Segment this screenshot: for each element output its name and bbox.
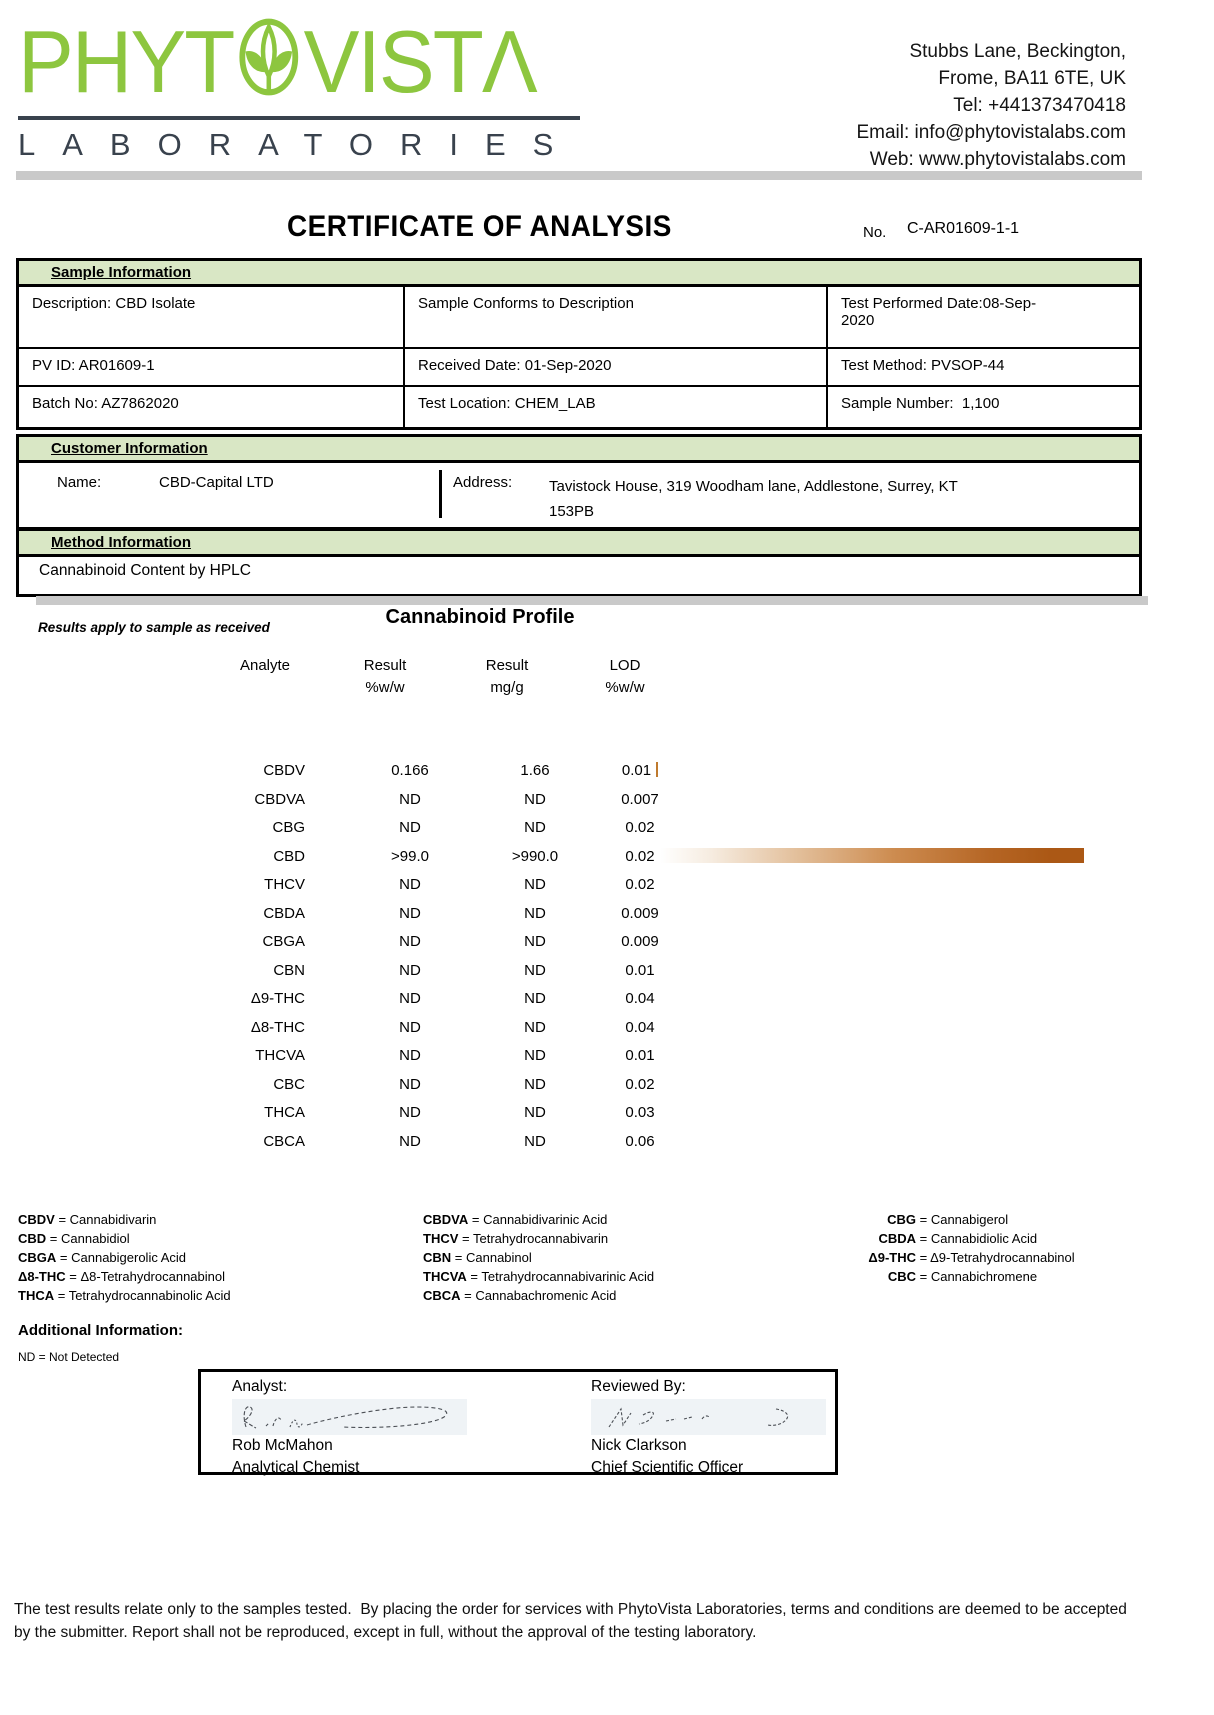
result-pct-value: ND (399, 1132, 421, 1150)
contact-address-line: Frome, BA11 6TE, UK (938, 68, 1126, 89)
customer-address-value: Tavistock House, 319 Woodham lane, Addlestone, Surrey, KT 153PB (549, 478, 958, 520)
lod-value: 0.01 (625, 961, 655, 979)
analyte-name: THCVA (255, 1047, 305, 1064)
legend-item: THCV = Tetrahydrocannabivarin (423, 1231, 609, 1246)
column-header-line: Result (485, 657, 529, 674)
legend-item: CBN = Cannabinol (423, 1250, 532, 1265)
profile-row (0, 843, 1142, 872)
sample-information-section (16, 258, 1142, 430)
result-mgg-value: 1.66 (520, 762, 550, 779)
customer-name-label: Name: (57, 474, 102, 491)
legend-column-2 (423, 1210, 654, 1305)
analyte-name: CBCA (263, 1132, 305, 1150)
profile-row (0, 1042, 1142, 1071)
profile-row (0, 928, 1142, 957)
legend-item: CBGA = Cannabigerolic Acid (18, 1250, 187, 1265)
test-location: Test Location: CHEM_LAB (405, 387, 828, 427)
column-header-result-pct (315, 655, 455, 699)
result-mgg-value: ND (524, 1018, 546, 1036)
vertical-divider (439, 470, 442, 518)
result-pct-value: ND (399, 1104, 421, 1121)
analyte-name: CBGA (262, 933, 305, 950)
result-mgg-value: ND (524, 876, 546, 893)
test-performed-date: Test Performed Date:08-Sep-2020 (828, 287, 1139, 349)
sample-description: Description: CBD Isolate (19, 287, 405, 349)
reviewer-signature (591, 1399, 826, 1435)
legend-item: CBDV = Cannabidivarin (18, 1212, 157, 1227)
method-name: Cannabinoid Content by HPLC (39, 562, 251, 579)
result-mgg-value: ND (524, 1132, 546, 1150)
column-header-line: Result (363, 657, 407, 674)
profile-row (0, 871, 1142, 900)
profile-row (0, 786, 1142, 815)
phytovista-logo (18, 8, 580, 163)
legend-item: CBC = Cannabichromene (887, 1269, 1038, 1284)
analyte-name: CBN (273, 961, 305, 979)
lod-value: 0.03 (625, 1104, 655, 1121)
contact-address-line: Stubbs Lane, Beckington, (909, 41, 1126, 62)
result-pct-value: ND (399, 1018, 421, 1036)
lod-value: 0.02 (625, 876, 655, 893)
pv-id: PV ID: AR01609-1 (19, 349, 405, 387)
column-header-line: mg/g (490, 679, 524, 696)
result-pct-value: ND (399, 990, 421, 1007)
customer-information-section (16, 434, 1142, 530)
result-mgg-value: ND (524, 990, 546, 1007)
analyte-name: CBDA (263, 904, 305, 922)
analyte-name: THCV (264, 876, 305, 893)
column-header-line: %w/w (365, 679, 405, 696)
legend-item: CBD = Cannabidiol (18, 1231, 130, 1246)
analyte-name: CBC (273, 1075, 305, 1093)
legend-item: THCA = Tetrahydrocannabinolic Acid (18, 1288, 231, 1303)
profile-row (0, 757, 1142, 786)
reviewer-name: Nick Clarkson (591, 1437, 687, 1454)
customer-row (19, 463, 1139, 527)
profile-row (0, 1014, 1142, 1043)
column-header-line: %w/w (605, 679, 645, 696)
sample-information-table (19, 287, 1139, 427)
result-pct-value: ND (399, 1047, 421, 1064)
lod-value: 0.04 (625, 1018, 655, 1036)
lod-value: 0.02 (625, 819, 655, 836)
text-cursor (656, 762, 658, 777)
lod-value: 0.06 (625, 1132, 655, 1150)
legend-item: CBDVA = Cannabidivarinic Acid (423, 1212, 608, 1227)
contact-web: Web: www.phytovistalabs.com (869, 149, 1126, 170)
lod-value: 0.01 (560, 757, 720, 786)
result-pct-value: ND (399, 933, 421, 950)
result-mgg-value: ND (524, 819, 546, 836)
result-pct-value: ND (399, 790, 421, 808)
reviewer-title: Chief Scientific Officer (591, 1459, 744, 1476)
certificate-no-value: C-AR01609-1-1 (907, 220, 1020, 237)
method-information-section (16, 528, 1142, 597)
lod-value: 0.007 (621, 790, 659, 808)
legend-item: THCVA = Tetrahydrocannabivarinic Acid (423, 1269, 655, 1284)
result-mgg-value: ND (524, 1104, 546, 1121)
column-header-lod (555, 655, 695, 699)
result-mgg-value: ND (524, 933, 546, 950)
legend-item: CBDA = Cannabidiolic Acid (878, 1231, 1038, 1246)
lod-value: 0.009 (621, 904, 659, 922)
sample-number: Sample Number: 1,100 (841, 395, 1000, 412)
customer-information-header-text: Customer Information (51, 440, 208, 457)
signature-box (198, 1369, 838, 1475)
result-mgg-value: ND (524, 1075, 546, 1093)
result-pct-value: ND (399, 961, 421, 979)
column-header-analyte (195, 655, 335, 677)
analyte-name: CBDV (263, 762, 305, 779)
batch-no: Batch No: AZ7862020 (19, 387, 405, 427)
result-mgg-value: ND (524, 1047, 546, 1064)
analyte-name: Δ8-THC (250, 1018, 305, 1036)
divider-bar-middle (36, 596, 1148, 605)
profile-row (0, 1099, 1142, 1128)
test-method: Test Method: PVSOP-44 (828, 349, 1139, 387)
legend-column-1 (18, 1210, 231, 1305)
method-information-header-text: Method Information (51, 534, 191, 551)
analyst-signature (232, 1399, 467, 1435)
column-header-line: Analyte (239, 657, 291, 674)
disclaimer-text: The test results relate only to the samples tested. By placing the order for services with PhytoVista Laboratories, terms and conditions are deemed to be accepted by the submitter. Report shall not be reproduced, except in full, without the approval of the testing laboratory. (14, 1601, 1132, 1641)
analyte-name: CBG (272, 819, 305, 836)
result-pct-value: >99.0 (391, 847, 429, 865)
legend-item: CBG = Cannabigerol (887, 1212, 1009, 1227)
profile-row (0, 985, 1142, 1014)
customer-information-header (19, 437, 1139, 463)
certificate-no-label: No. (863, 224, 887, 241)
reviewed-by-label: Reviewed By: (591, 1378, 686, 1395)
result-pct-value: 0.166 (391, 762, 429, 779)
reviewer-signature-block (591, 1378, 826, 1477)
divider-bar-top (16, 171, 1142, 180)
contact-phone: Tel: +441373470418 (953, 95, 1126, 116)
legend-column-3 (838, 1210, 1075, 1286)
analyte-name: THCA (264, 1104, 305, 1121)
analyst-name: Rob McMahon (232, 1437, 333, 1454)
legend-item: Δ8-THC = Δ8-Tetrahydrocannabinol (18, 1269, 226, 1284)
lod-value: 0.04 (625, 990, 655, 1007)
logo-wordmark (18, 8, 552, 111)
result-mgg-value: >990.0 (511, 847, 559, 865)
profile-row (0, 957, 1142, 986)
logo-text-vista: VISTΛ (303, 12, 536, 111)
sample-information-header (19, 261, 1139, 287)
profile-rows (0, 757, 1142, 1156)
lod-value: 0.01 (625, 1047, 655, 1064)
results-note: Results apply to sample as received (38, 620, 270, 635)
profile-row (0, 814, 1142, 843)
result-mgg-value: ND (524, 790, 546, 808)
profile-row (0, 1071, 1142, 1100)
result-pct-value: ND (399, 819, 421, 836)
additional-information-header: Additional Information: (18, 1322, 183, 1339)
analyte-name: CBD (273, 847, 305, 865)
result-mgg-value: ND (524, 961, 546, 979)
legend-item: Δ9-THC = Δ9-Tetrahydrocannabinol (868, 1250, 1075, 1265)
lod-value: 0.02 (625, 1075, 655, 1093)
cannabinoid-profile-title: Cannabinoid Profile (385, 606, 575, 628)
analyte-name: Δ9-THC (250, 990, 305, 1007)
profile-row (0, 900, 1142, 929)
analyst-signature-block (232, 1378, 467, 1477)
sample-conformity: Sample Conforms to Description (405, 287, 828, 349)
analyst-title: Analytical Chemist (232, 1459, 360, 1476)
lod-value: 0.02 (625, 847, 655, 865)
result-pct-value: ND (399, 904, 421, 922)
nd-note: ND = Not Detected (18, 1350, 120, 1364)
sample-information-header-text: Sample Information (51, 264, 192, 281)
method-information-header (19, 531, 1139, 557)
result-mgg-value: ND (524, 904, 546, 922)
contact-email: Email: info@phytovistalabs.com (856, 122, 1126, 143)
cbd-highlight-bar (660, 848, 1084, 863)
leaf-icon (236, 16, 301, 98)
analyst-label: Analyst: (232, 1378, 288, 1395)
logo-laboratories: LABORATORIES (18, 116, 580, 163)
legend-item: CBCA = Cannabachromenic Acid (423, 1288, 617, 1303)
logo-text-phyt: PHYT (18, 12, 234, 111)
analyte-name: CBDVA (254, 790, 305, 808)
column-header-line: LOD (609, 657, 641, 674)
certificate-title: CERTIFICATE OF ANALYSIS (287, 210, 672, 243)
profile-row (0, 1128, 1142, 1157)
lod-value: 0.009 (621, 933, 659, 950)
lab-contact-block (790, 38, 1126, 173)
received-date: Received Date: 01-Sep-2020 (405, 349, 828, 387)
customer-name-value: CBD-Capital LTD (159, 474, 274, 491)
result-pct-value: ND (399, 1075, 421, 1093)
customer-address-label: Address: (453, 474, 513, 491)
result-pct-value: ND (399, 876, 421, 893)
